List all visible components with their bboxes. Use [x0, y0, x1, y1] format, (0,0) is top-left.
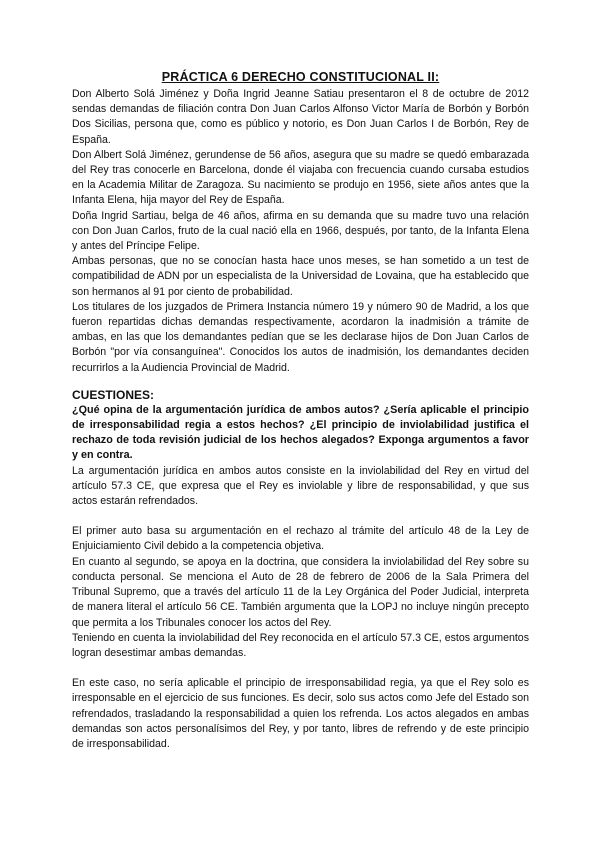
answer-first-auto: El primer auto basa su argumentación en el rechazo al trámite del artículo 48 de la Ley de Enjuiciamiento Civil debido a la competencia objetiva. — [72, 525, 529, 553]
facts-paragraph-2: Don Albert Solá Jiménez, gerundense de 56 años, asegura que su madre se quedó embarazada del Rey tras conocerle en Barcelona, donde él viajaba con frecuencia cuando cursaba estudios en la Academia Militar de Zaragoza. Su nacimiento se produjo en 1956, siete años antes que la Infanta Elena, hija mayor del Rey de España. — [72, 148, 529, 207]
answer-second-auto: En cuanto al segundo, se apoya en la doctrina, que considera la inviolabilidad del Rey sobre su conducta personal. Se menciona el Auto de 28 de febrero de 2006 de la Sala Primera del Tribunal Supremo, que a través del artículo 11 de la Ley Orgánica del Poder Judicial, interpreta de manera literal el artículo 56 CE. También argumenta que la LOPJ no incluye ningún precepto que permita a los Tribunales conocer los actos del Rey. — [72, 555, 529, 629]
question-text: ¿Qué opina de la argumentación jurídica de ambos autos? ¿Sería aplicable el principio de irresponsabilidad regia a estos hechos? ¿El principio de inviolabilidad justifica el rechazo de toda revisión judicial de los hechos alegados? Exponga argumentos a favor y en contra. — [72, 403, 529, 462]
answer-intro: La argumentación jurídica en ambos autos consiste en la inviolabilidad del Rey en virtud del artículo 57.3 CE, que expresa que el Rey es inviolable y libre de responsabilidad, y que sus actos estarán refrendados. — [72, 464, 529, 508]
facts-paragraph-1: Don Alberto Solá Jiménez y Doña Ingrid Jeanne Satiau presentaron el 8 de octubre de 2012 sendas demandas de filiación contra Don Juan Carlos Alfonso Victor María de Borbón y Borbón Dos Sicilias, persona que, como es público y notorio, es Don Juan Carlos I de Borbón, Rey de España. — [72, 88, 529, 146]
facts-paragraph-5: Los titulares de los juzgados de Primera Instancia número 19 y número 90 de Madrid, a los que fueron repartidas dichas demandas respectivamente, acordaron la inadmisión a trámite de ambas, en las que los demandantes pedían que se les declarase hijos de Don Juan Carlos de Borbón "por vía consanguínea". Conocidos los autos de inadmisión, los demandantes deciden recurrirlos a la Audiencia Provincial de Madrid. — [72, 300, 529, 374]
facts-paragraph-3: Doña Ingrid Sartiau, belga de 46 años, afirma en su demanda que su madre tuvo una relación con Don Juan Carlos, fruto de la cual nació ella en 1966, después, por tanto, de la Infanta Elena y antes del Príncipe Felipe. — [72, 209, 529, 253]
paragraph-spacer — [72, 509, 529, 524]
questions-heading: CUESTIONES: — [72, 387, 155, 402]
answer-conclusion: Teniendo en cuenta la inviolabilidad del Rey reconocida en el artículo 57.3 CE, estos argumentos logran desestimar ambas demandas. — [72, 631, 529, 659]
paragraph-spacer — [72, 661, 529, 676]
facts-paragraph-4: Ambas personas, que no se conocían hasta hace unos meses, se han sometido a un test de compatibilidad de ADN por un especialista de la Universidad de Lovaina, que ha establecido que son hermanos al 91 por ciento de probabilidad. — [72, 255, 529, 298]
answer-irresponsabilidad: En este caso, no sería aplicable el principio de irresponsabilidad regia, ya que el Rey solo es irresponsable en el ejercicio de sus funciones. Es decir, solo sus actos como Jefe del Estado son refrendados, trasladando la responsabilidad a quien los refrenda. Los actos alegados en ambas demandas son actos personalísimos del Rey, y por tanto, libres de refrendo y de este principio de irresponsabilidad. — [72, 677, 529, 750]
document-title: PRÁCTICA 6 DERECHO CONSTITUCIONAL II: — [161, 70, 440, 84]
